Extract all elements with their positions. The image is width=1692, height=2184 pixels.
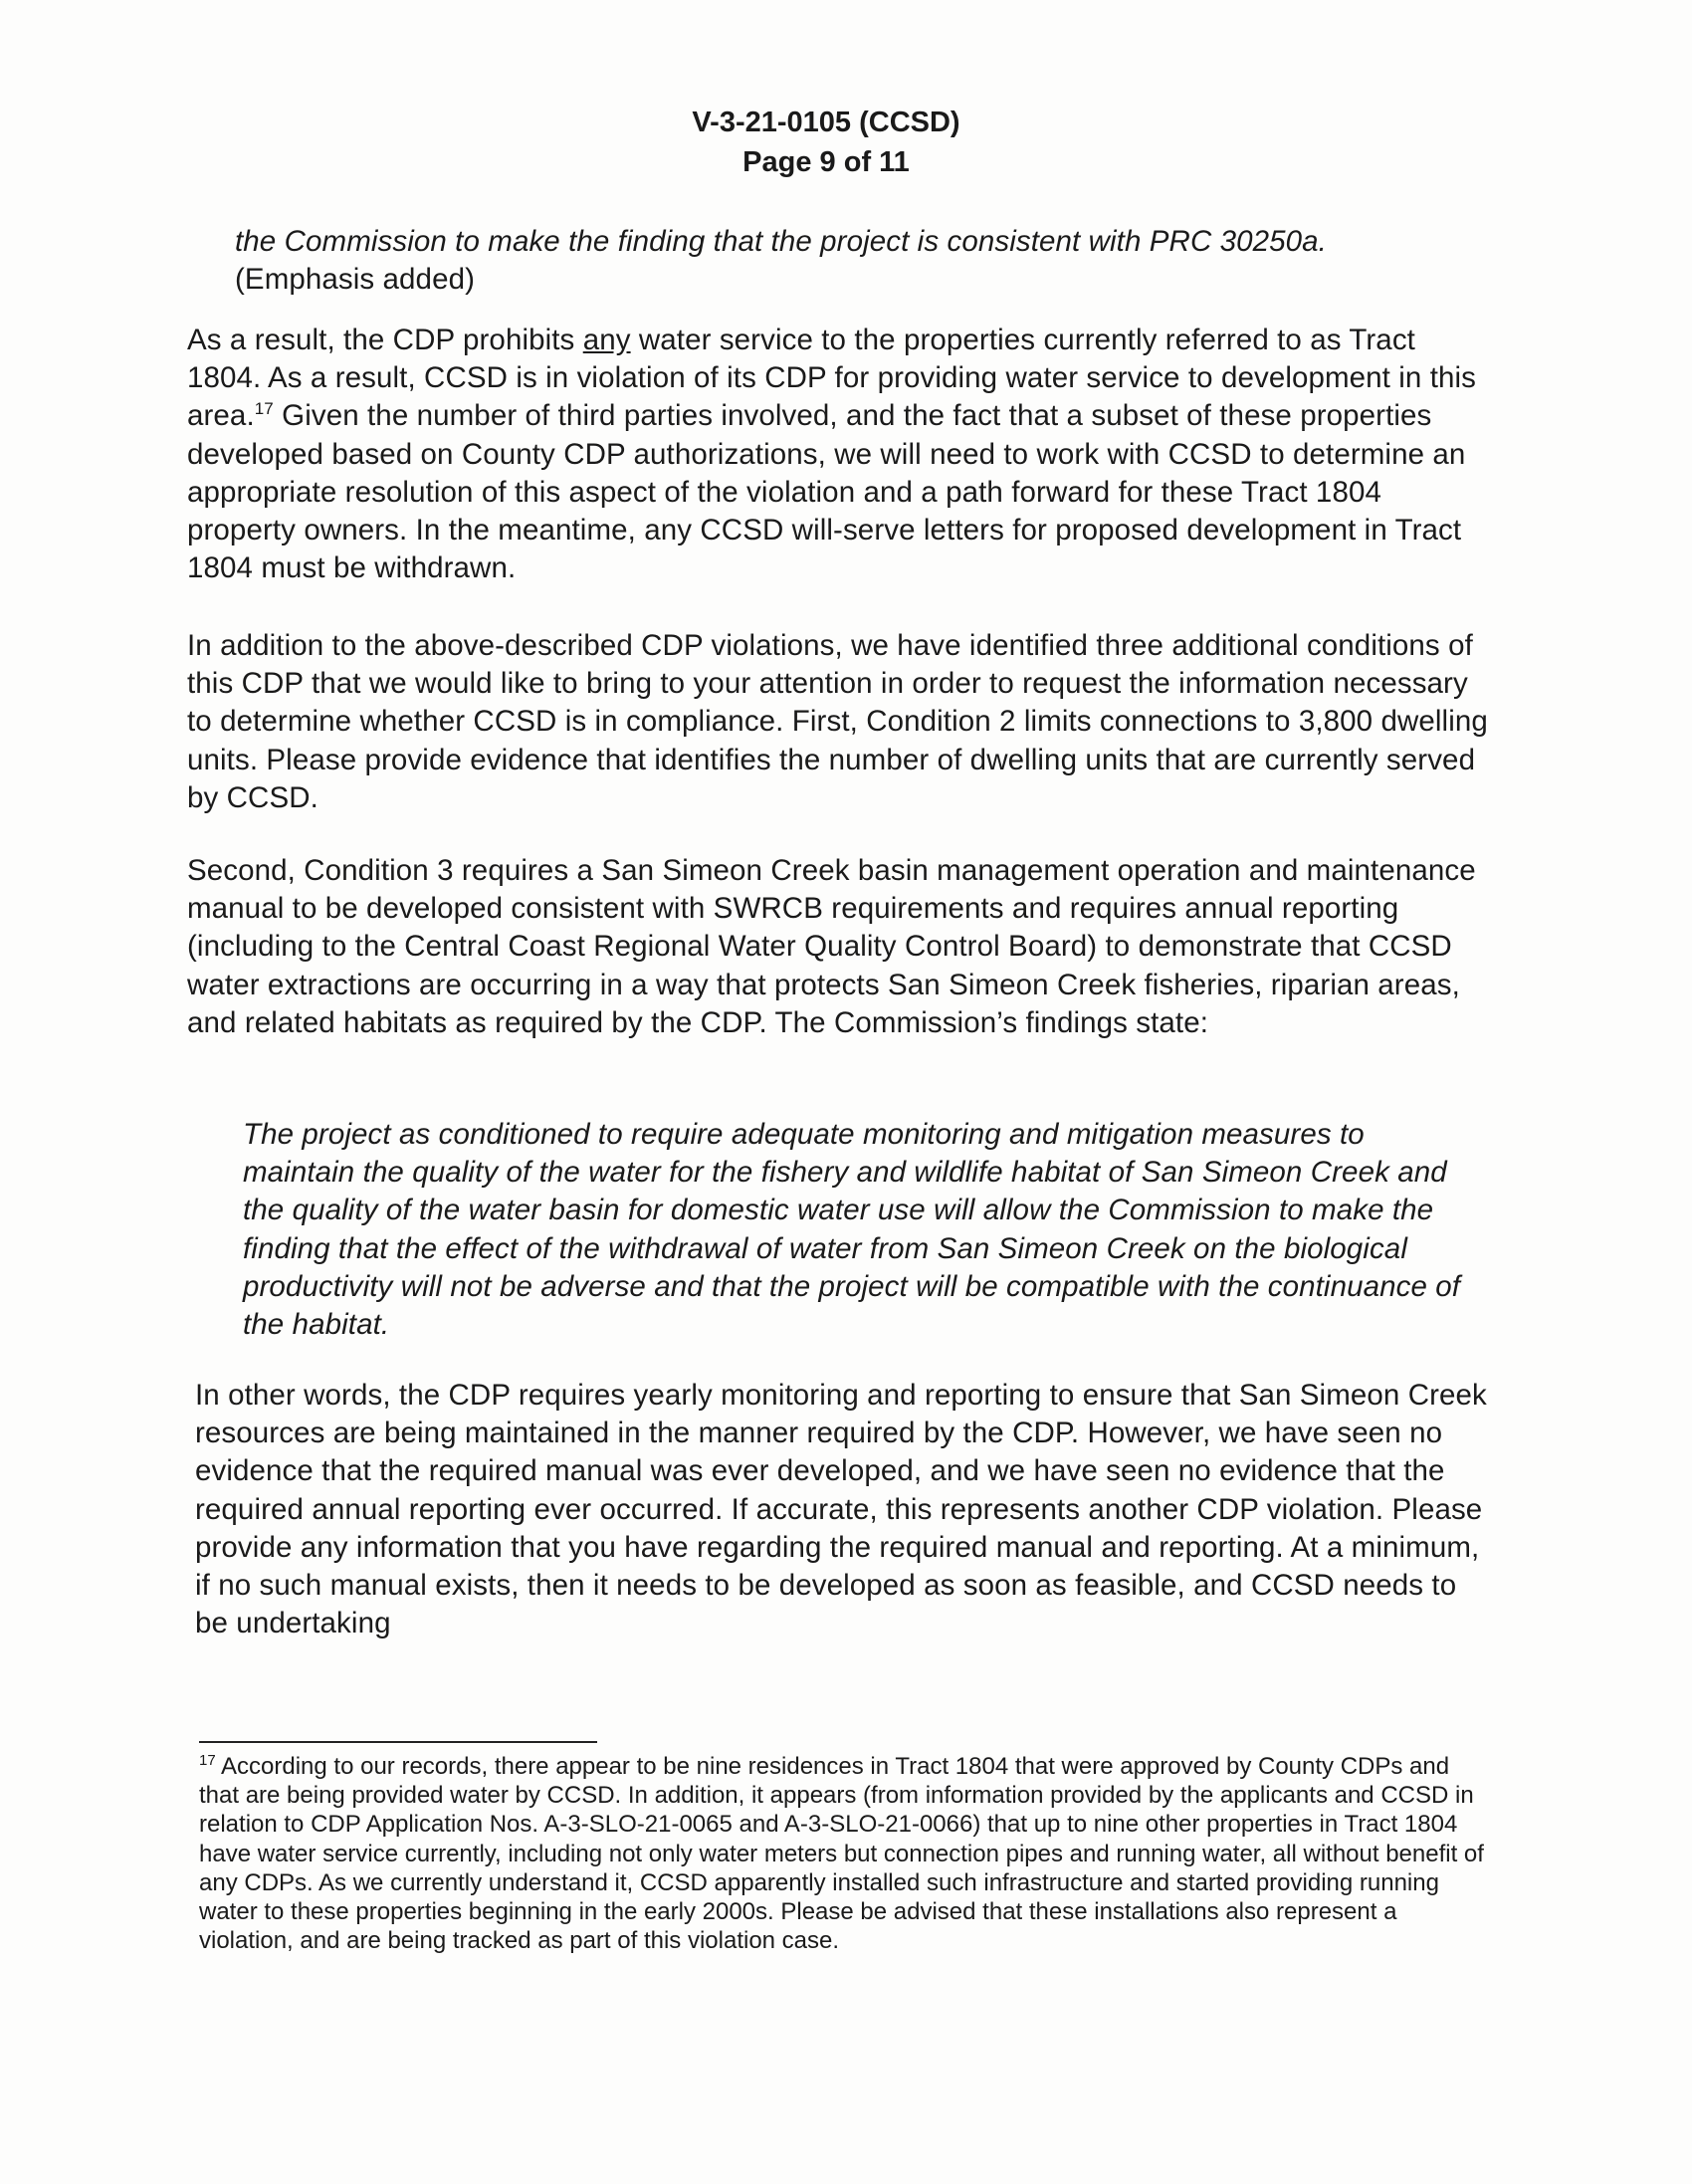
case-number: V-3-21-0105 (CCSD) xyxy=(692,107,960,138)
paragraph-other-words xyxy=(195,1377,1489,1642)
para3-text: Second, Condition 3 requires a San Simeon Creek basin management operation and maintenance manual to be developed consistent with SWRCB requirements and requires annual reporting (including to the Central Coast Regional Water Quality Control Board) to demonstrate that CCSD water extractions are occurring in a way that protects San Simeon Creek fisheries, riparian areas, and related habitats as required by the CDP. The Commission’s findings state: xyxy=(187,854,1476,1039)
para1-text-middle: water service to the properties currently referred to as Tract 1804. As a result, CCSD is in violation of its CDP for providing water service to development in this area. xyxy=(187,324,1477,433)
para1-text-start: As a result, the CDP prohibits xyxy=(187,324,583,356)
continued-quote xyxy=(235,223,1379,299)
footnote-divider xyxy=(199,1741,597,1743)
quote-italic-text: the Commission to make the finding that the project is consistent with PRC 30250a. xyxy=(235,225,1327,258)
footnote-number: 17 xyxy=(199,1752,216,1769)
underlined-word: any xyxy=(582,324,631,356)
emphasis-note: (Emphasis added) xyxy=(235,263,475,297)
footnote xyxy=(199,1752,1493,1955)
quote2-text: The project as conditioned to require adequate monitoring and mitigation measures to maintain the quality of the water for the fishery and wildlife habitat of San Simeon Creek and the quality of the water basin for domestic water use will allow the Commission to make the finding that the effect of the withdrawal of water from San Simeon Creek on the biological productivity will not be adverse and that the project will be compatible with the continuance of the habitat. xyxy=(243,1118,1461,1342)
footnote-text: According to our records, there appear to be nine residences in Tract 1804 that were approved by County CDPs and that are being provided water by CCSD. In addition, it appears (from information provided by the applicants and CCSD in relation to CDP Application Nos. A-3-SLO-21-0065 and A-3-SLO-21-0066) that up to nine other properties in Tract 1804 have water service currently, including not only water meters but connection pipes and running water, all without benefit of any CDPs. As we currently understand it, CCSD apparently installed such infrastructure and started providing running water to these properties beginning in the early 2000s. Please be advised that these installations also represent a violation, and are being tracked as part of this violation case. xyxy=(199,1753,1484,1955)
para2-text: In addition to the above-described CDP violations, we have identified three additional conditions of this CDP that we would like to bring to your attention in order to request the information necessary to determine whether CCSD is in compliance. First, Condition 2 limits connections to 3,800 dwelling units. Please provide evidence that identifies the number of dwelling units that are currently served by CCSD. xyxy=(187,629,1488,814)
paragraph-condition-3 xyxy=(187,852,1491,1042)
para1-text-end: Given the number of third parties involved, and the fact that a subset of these properties developed based on County CDP authorizations, we will need to work with CCSD to determine an appropriate resolution of this aspect of the violation and a path forward for these Tract 1804 property owners. In the meantime, any CCSD will-serve letters for proposed development in Tract 1804 must be withdrawn. xyxy=(187,399,1466,585)
para4-text: In other words, the CDP requires yearly monitoring and reporting to ensure that San Simeon Creek resources are being maintained in the manner required by the CDP. However, we have seen no evidence that the required manual was ever developed, and we have seen no evidence that the required annual reporting ever occurred. If accurate, this represents another CDP violation. Please provide any information that you have regarding the required manual and reporting. At a minimum, if no such manual exists, then it needs to be developed as soon as feasible, and CCSD needs to be undertaking xyxy=(195,1379,1487,1640)
page-number: Page 9 of 11 xyxy=(742,146,910,178)
paragraph-additional-conditions xyxy=(187,627,1491,817)
paragraph-tract-1804 xyxy=(187,322,1491,587)
footnote-reference: 17 xyxy=(254,399,274,419)
commission-findings-quote xyxy=(243,1116,1467,1344)
